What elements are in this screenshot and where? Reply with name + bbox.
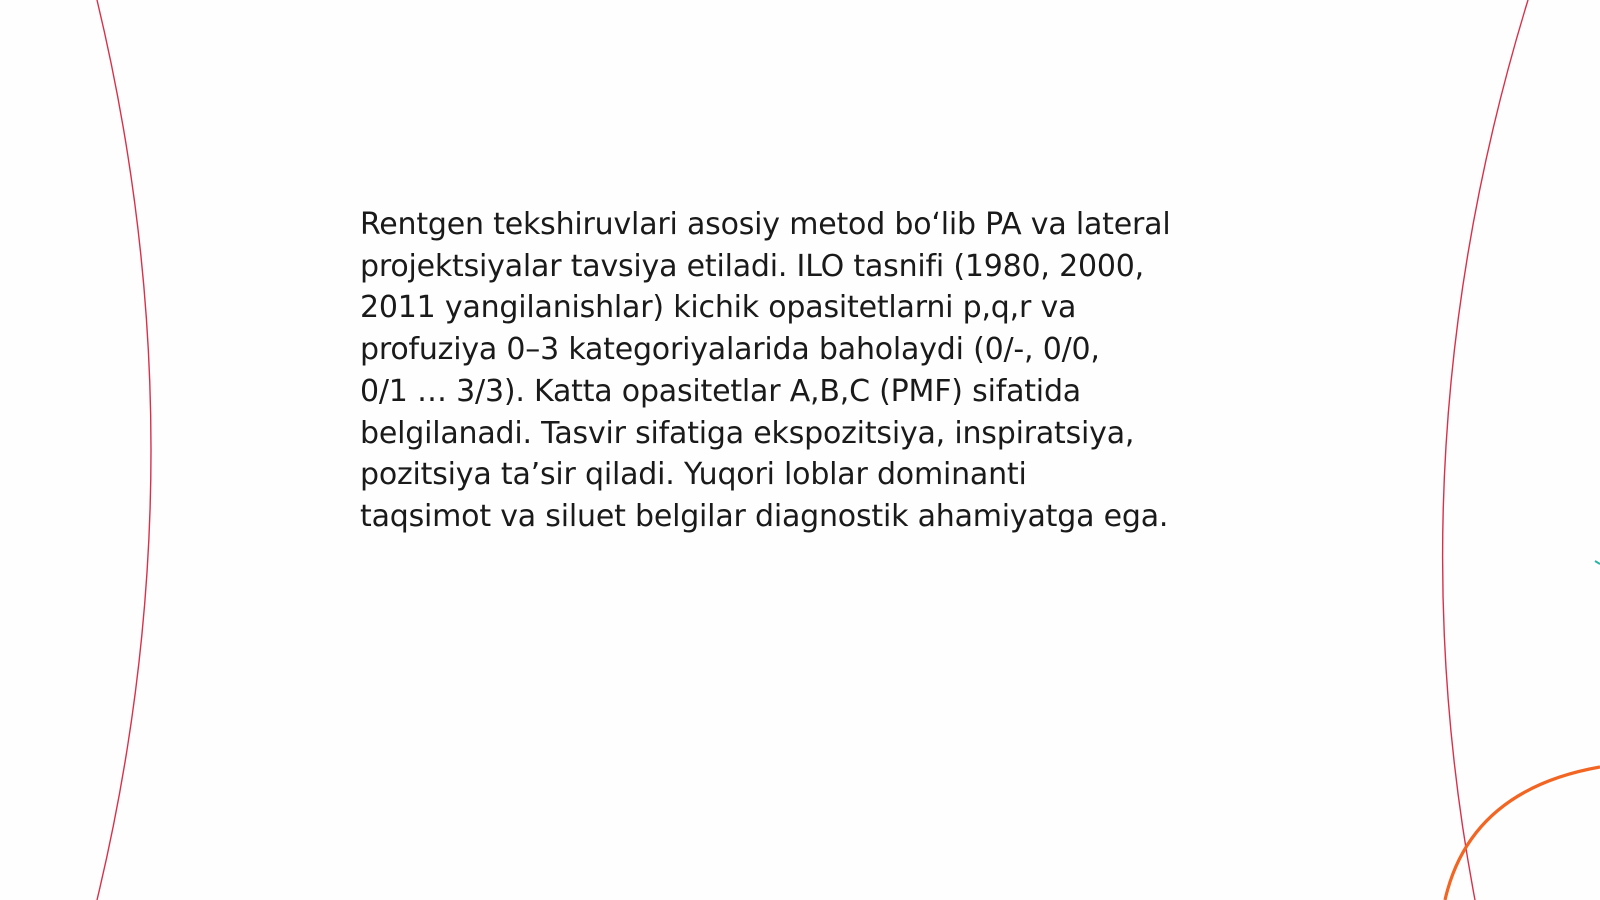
body-line: Rentgen tekshiruvlari asosiy metod bo‘lib PA va lateral — [360, 207, 1171, 242]
bottom-right-orange-arc-icon — [1445, 767, 1600, 900]
slide-body-text — [360, 204, 1260, 538]
left-red-curve-icon — [97, 0, 151, 900]
body-line: 2011 yangilanishlar) kichik opasitetlarni p,q,r va — [360, 290, 1077, 326]
teal-accent-tick-icon — [1595, 561, 1600, 564]
body-line: profuziya 0–3 kategoriyalarida baholaydi (0/-, 0/0, — [360, 332, 1100, 368]
body-line: taqsimot va siluet belgilar diagnostik ahamiyatga ega. — [360, 498, 1169, 534]
body-line: 0/1 … 3/3). Katta opasitetlar A,B,C (PMF) sifatida — [360, 373, 1081, 409]
body-line: belgilanadi. Tasvir sifatiga ekspozitsiya, inspiratsiya, — [360, 415, 1135, 451]
body-line: pozitsiya ta’sir qiladi. Yuqori loblar dominanti — [360, 457, 1027, 493]
right-red-curve-icon — [1443, 0, 1528, 900]
body-line: projektsiyalar tavsiya etiladi. ILO tasnifi (1980, 2000, — [360, 248, 1144, 284]
